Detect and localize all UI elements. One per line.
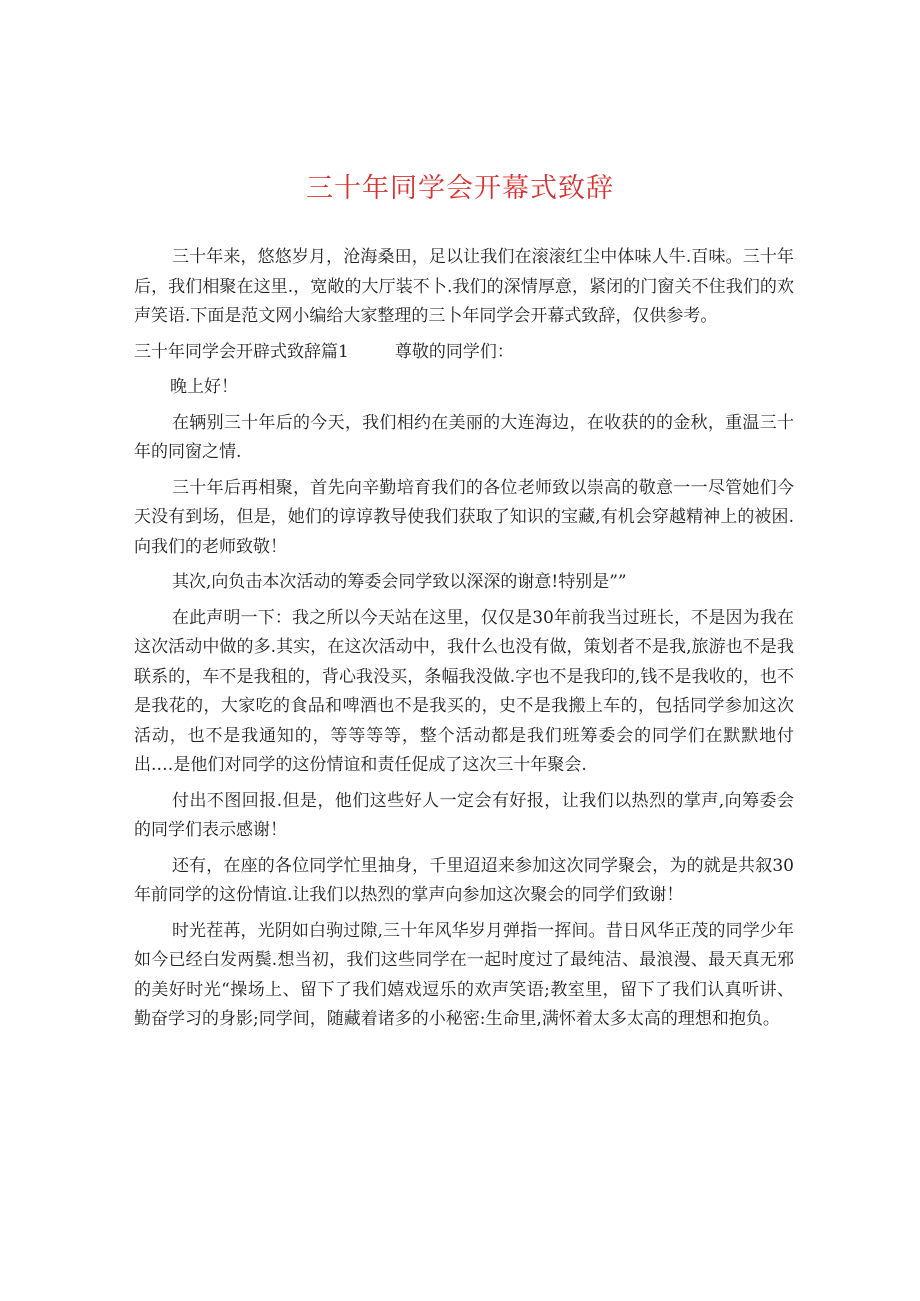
document-title: 三十年同学会开幕式致辞 <box>306 173 614 204</box>
body-paragraph-6: 还有，在座的各位同学忙里抽身，千里迢迢来参加这次同学聚会，为的就是共叙30年前同学的这份情谊.让我们以热烈的掌声向参加这次聚会的同学们致谢！ <box>134 855 794 905</box>
intro-paragraph: 三十年来，悠悠岁月，沧海桑田，足以让我们在滚滚红尘中体味人牛.百味。三十年后，我们相聚在这里.，宽敞的大厅装不卜.我们的深情厚意，紧闭的门窗关不住我们的欢声笑语.下面是范文网小编给大家整理的三卜年同学会开幕式致辞，仅供参考。 <box>134 247 794 326</box>
greeting: 晚上好！ <box>170 377 238 397</box>
document-body <box>134 243 794 1041</box>
body-paragraph-7: 时光茬苒，光阴如白驹过隙,三十年风华岁月弹指一挥间。昔日风华正茂的同学少年如今已经白发两鬓.想当初，我们这些同学在一起时度过了最纯洁、最浪漫、最天真无邪的美好时光“操场上、留下了我们嬉戏逗乐的欢声笑语;教室里，留下了我们认真听讲、勤奋学习的身影;同学间，随藏着诸多的小秘密:生命里,满怀着太多太高的理想和抱负。 <box>134 920 794 1029</box>
salutation: 尊敬的同学们： <box>394 341 514 362</box>
body-paragraph-3: 其次,向负击本次活动的筹委会同学致以深深的谢意!特别是”” <box>172 572 627 592</box>
body-paragraph-4: 在此声明一下：我之所以今天站在这里，仅仅是30年前我当过班长，不是因为我在这次活动中做的多.其实，在这次活动中，我什么也没有做，策划者不是我,旅游也不是我联系的，车不是我租的，背心我没买，条幅我没做.字也不是我印的,钱不是我收的，也不是我花的，大家吃的食品和啤酒也不是我买的，史不是我搬上车的，包括同学参加这次活动，也不是我通知的，等等等等，整个活动都是我们班筹委会的同学们在默默地付出.…是他们对同学的这份情谊和责任促成了这次三十年聚会. <box>134 607 794 775</box>
section-heading-line <box>134 338 794 368</box>
body-paragraph-2: 三十年后再相聚，首先向辛勤培育我们的各位老师致以崇高的敬意一一尽管她们今天没有到场，但是，她们的谆谆教导使我们获取了知识的宝藏,有机会穿越精神上的被困.向我们的老师致敬！ <box>134 477 794 557</box>
body-paragraph-1: 在辆别三十年后的今天，我们相约在美丽的大连海边，在收获的的金秋，重温三十年的同窗之情. <box>134 412 794 462</box>
section-heading: 三十年同学会开辟式致辞篇1 <box>134 341 349 362</box>
body-paragraph-5: 付出不图回报.但是，他们这些好人一定会有好报，让我们以热烈的掌声,向筹委会的同学们表示感谢！ <box>134 790 794 840</box>
